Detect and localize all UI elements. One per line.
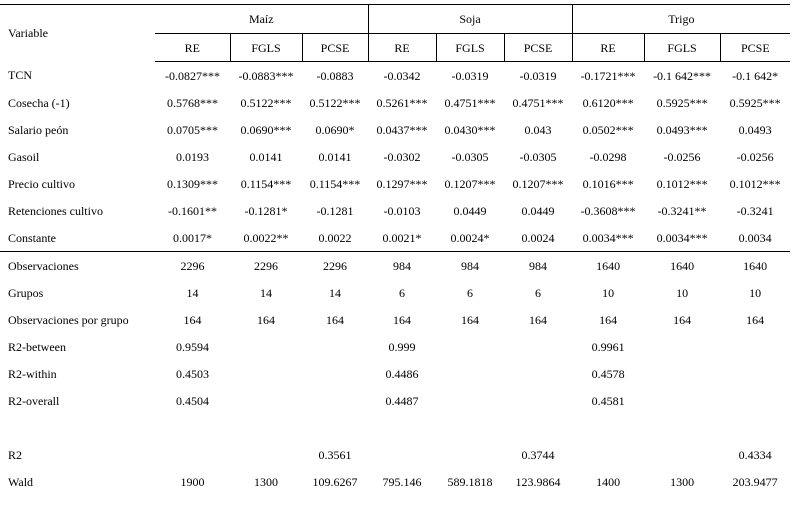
table-cell: -0.0305 <box>519 149 557 164</box>
table-cell <box>720 414 790 441</box>
table-cell: -0.0298 <box>589 149 627 164</box>
table-cell: 0.0021* <box>382 230 422 245</box>
table-cell: 0.0493 <box>738 122 772 137</box>
table-cell: 0.5122*** <box>240 95 292 110</box>
table-cell: 0.4581 <box>591 393 625 408</box>
table-cell: -0.1281 <box>316 203 354 218</box>
table-cell <box>572 441 644 468</box>
row-label: R2 <box>8 447 23 462</box>
row-label: R2-within <box>8 366 57 381</box>
table-cell: 0.0141 <box>318 149 352 164</box>
table-cell <box>368 414 436 441</box>
table-cell: 984 <box>368 252 436 280</box>
table-cell <box>504 387 572 414</box>
table-cell: 164 <box>529 312 548 327</box>
table-cell: 0.5261*** <box>376 95 428 110</box>
table-cell: -0.0827*** <box>165 68 220 83</box>
table-cell: 2296 <box>302 252 368 280</box>
table-cell: 589.1818 <box>447 474 493 489</box>
subheader-cell: FGLS <box>230 34 302 62</box>
table-cell: -0.0256 <box>663 149 701 164</box>
table-cell: 795.146 <box>382 474 422 489</box>
table-cell: -0.0256 <box>736 149 774 164</box>
table-cell: 109.6267 <box>312 474 358 489</box>
stat-row <box>0 252 790 280</box>
table-cell: -0.3608*** <box>580 203 636 218</box>
table-cell: 1300 <box>254 474 278 489</box>
subheader-cell: PCSE <box>720 34 790 62</box>
table-cell: 0.0034 <box>738 230 772 245</box>
coef-row <box>0 143 790 170</box>
table-cell: 14 <box>260 285 272 300</box>
subheader-cell: RE <box>572 34 644 62</box>
table-cell: 0.5925*** <box>729 95 781 110</box>
table-cell: 0.5768*** <box>167 95 218 110</box>
table-cell: 0.9961 <box>591 339 625 354</box>
table-cell: -0.3241** <box>657 203 707 218</box>
row-label: Salario peón <box>8 122 69 137</box>
table-cell <box>644 387 720 414</box>
table-cell: 0.0493*** <box>656 122 708 137</box>
table-cell: 2296 <box>230 252 302 280</box>
table-cell: 164 <box>393 312 412 327</box>
stat-row <box>0 441 790 468</box>
table-cell: 0.1016*** <box>582 176 634 191</box>
table-cell: -0.0305 <box>451 149 489 164</box>
table-cell: 0.4751*** <box>512 95 564 110</box>
table-cell <box>720 360 790 387</box>
coef-row <box>0 89 790 116</box>
row-label: Observaciones <box>0 252 155 280</box>
table-cell: -0.0883 <box>316 68 354 83</box>
stat-row <box>0 333 790 360</box>
table-cell: 0.0022** <box>243 230 289 245</box>
table-cell <box>644 360 720 387</box>
table-cell: 1640 <box>720 252 790 280</box>
table-cell: 6 <box>399 285 406 300</box>
group-header-soja: Soja <box>368 5 572 34</box>
table-cell: 10 <box>602 285 615 300</box>
table-cell: -0.1 642* <box>732 68 779 83</box>
table-cell: 164 <box>183 312 202 327</box>
table-cell <box>230 360 302 387</box>
table-cell: 0.1207*** <box>444 176 496 191</box>
table-cell: -0.1 642*** <box>653 68 712 83</box>
table-cell: 164 <box>746 312 765 327</box>
table-cell: 0.0024 <box>521 230 555 245</box>
table-cell: 0.0502*** <box>582 122 634 137</box>
table-cell <box>368 441 436 468</box>
table-cell: 0.0024* <box>450 230 490 245</box>
table-cell: 10 <box>676 285 689 300</box>
table-cell: 0.0705*** <box>167 122 218 137</box>
table-cell: 0.999 <box>388 339 416 354</box>
table-cell <box>720 387 790 414</box>
table-cell: 0.0690*** <box>240 122 292 137</box>
table-cell <box>436 360 504 387</box>
table-cell <box>155 414 230 441</box>
table-cell <box>644 333 720 360</box>
table-cell: -0.0319 <box>451 68 489 83</box>
table-cell <box>302 414 368 441</box>
table-cell <box>230 414 302 441</box>
table-cell <box>230 333 302 360</box>
table-cell: 1640 <box>644 252 720 280</box>
variable-header: Variable <box>0 5 155 62</box>
table-cell <box>230 441 302 468</box>
table-cell: -0.0319 <box>519 68 557 83</box>
table-cell <box>644 441 720 468</box>
table-cell: 0.1012*** <box>656 176 708 191</box>
table-cell: 0.4503 <box>176 366 209 381</box>
table-cell: 123.9864 <box>515 474 561 489</box>
table-cell: 164 <box>599 312 618 327</box>
table-cell <box>720 333 790 360</box>
table-cell <box>302 333 368 360</box>
table-cell: 0.4504 <box>176 393 209 408</box>
table-cell: 0.1154*** <box>309 176 361 191</box>
table-cell: 2296 <box>155 252 230 280</box>
row-label: Precio cultivo <box>8 176 75 191</box>
subheader-cell: FGLS <box>436 34 504 62</box>
table-cell: 0.043 <box>524 122 552 137</box>
table-cell <box>644 414 720 441</box>
table-cell: 0.0017* <box>173 230 212 245</box>
table-cell: 0.6120*** <box>582 95 634 110</box>
subheader-cell: RE <box>368 34 436 62</box>
coef-row <box>0 224 790 252</box>
row-label: TCN <box>8 68 32 83</box>
table-cell <box>155 441 230 468</box>
stat-row <box>0 414 790 441</box>
table-cell <box>436 441 504 468</box>
table-cell: 14 <box>186 285 199 300</box>
row-label: Grupos <box>8 285 44 300</box>
row-label: Constante <box>8 230 56 245</box>
table-cell: 0.1297*** <box>376 176 428 191</box>
coef-row <box>0 170 790 197</box>
table-cell: 0.1012*** <box>729 176 781 191</box>
table-cell: 0.0449 <box>453 203 487 218</box>
table-cell: 164 <box>673 312 692 327</box>
table-cell: -0.0302 <box>383 149 421 164</box>
table-cell: 1640 <box>572 252 644 280</box>
table-cell: 0.0449 <box>521 203 555 218</box>
table-cell: 0.4334 <box>738 447 772 462</box>
table-cell: 1400 <box>596 474 621 489</box>
table-cell: 0.4486 <box>385 366 419 381</box>
coef-row <box>0 62 790 90</box>
row-label: R2-between <box>8 339 66 354</box>
stat-row <box>0 387 790 414</box>
row-label: R2-overall <box>8 393 60 408</box>
table-cell: -0.1281* <box>244 203 288 218</box>
table-cell: 1300 <box>670 474 695 489</box>
table-cell: 0.0690* <box>315 122 355 137</box>
table-cell: 984 <box>504 252 572 280</box>
table-cell: 0.4578 <box>591 366 625 381</box>
row-label: Cosecha (-1) <box>8 95 70 110</box>
table-cell: 0.0141 <box>249 149 283 164</box>
table-cell <box>436 333 504 360</box>
row-label: Observaciones por grupo <box>8 312 129 327</box>
table-cell: -0.1721*** <box>580 68 636 83</box>
table-cell <box>436 387 504 414</box>
table-cell: 0.1309*** <box>167 176 218 191</box>
coef-row <box>0 116 790 143</box>
table-cell <box>302 360 368 387</box>
table-cell: 164 <box>257 312 275 327</box>
stat-row <box>0 360 790 387</box>
table-cell: -0.1601** <box>168 203 217 218</box>
table-cell: 10 <box>749 285 762 300</box>
table-cell: 0.9594 <box>176 339 209 354</box>
table-cell: 0.0437*** <box>376 122 428 137</box>
group-header-maiz: Maíz <box>155 5 368 34</box>
table-cell <box>572 414 644 441</box>
table-cell <box>504 333 572 360</box>
row-label: Wald <box>8 474 34 489</box>
table-cell: 0.4487 <box>385 393 419 408</box>
regression-table <box>0 4 790 495</box>
table-cell: 203.9477 <box>732 474 778 489</box>
table-cell: 6 <box>467 285 474 300</box>
table-cell: -0.0883*** <box>238 68 294 83</box>
table-cell: 0.1154*** <box>240 176 292 191</box>
row-label <box>0 414 155 441</box>
table-cell: -0.0342 <box>383 68 421 83</box>
table-cell: 0.0034*** <box>582 230 634 245</box>
table-cell: 0.5925*** <box>656 95 708 110</box>
table-cell: 0.3744 <box>521 447 555 462</box>
table-cell: 0.0022 <box>318 230 352 245</box>
table-cell: 164 <box>326 312 345 327</box>
stat-row <box>0 306 790 333</box>
table-cell: 0.4751*** <box>444 95 496 110</box>
table-cell: 0.3561 <box>318 447 352 462</box>
table-cell: -0.0103 <box>383 203 421 218</box>
table-cell: 0.1207*** <box>512 176 564 191</box>
table-cell <box>302 387 368 414</box>
table-cell: 0.0193 <box>176 149 209 164</box>
subheader-cell: FGLS <box>644 34 720 62</box>
subheader-cell: RE <box>155 34 230 62</box>
table-cell <box>436 414 504 441</box>
table-cell: 0.0430*** <box>444 122 496 137</box>
table-cell: 164 <box>461 312 480 327</box>
table-cell: 1900 <box>180 474 205 489</box>
table-cell: 984 <box>436 252 504 280</box>
subheader-cell: PCSE <box>302 34 368 62</box>
table-cell: 6 <box>535 285 542 300</box>
row-label: Retenciones cultivo <box>8 203 103 218</box>
table-cell: 14 <box>329 285 342 300</box>
stat-row <box>0 279 790 306</box>
table-cell: -0.3241 <box>736 203 774 218</box>
table-cell <box>504 414 572 441</box>
table-cell <box>504 360 572 387</box>
coef-row <box>0 197 790 224</box>
table-cell: 0.5122*** <box>309 95 361 110</box>
table-cell <box>230 387 302 414</box>
group-header-row <box>0 5 790 34</box>
subheader-cell: PCSE <box>504 34 572 62</box>
table-body <box>0 62 790 496</box>
row-label: Gasoil <box>8 149 40 164</box>
group-header-trigo: Trigo <box>572 5 790 34</box>
stat-row <box>0 468 790 495</box>
table-cell: 0.0034*** <box>656 230 708 245</box>
